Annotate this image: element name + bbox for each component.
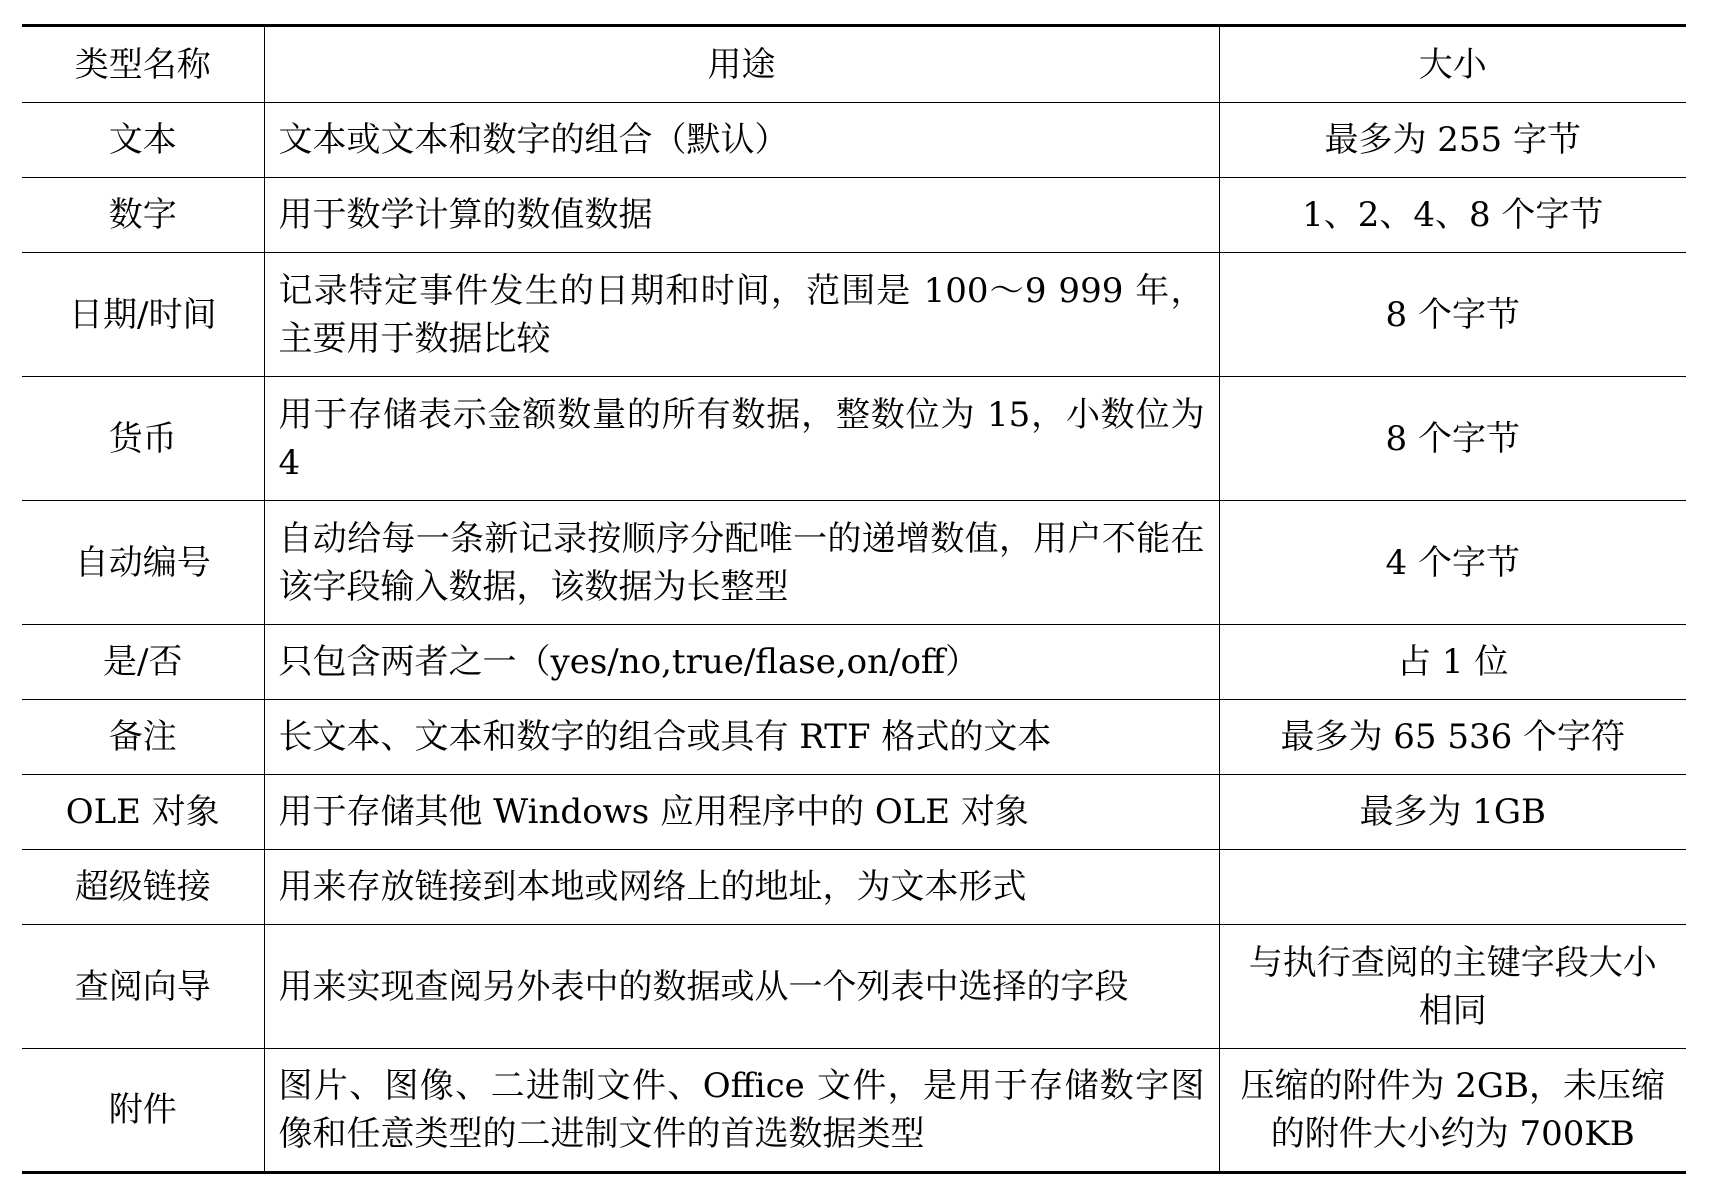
table-row: [22, 925, 1686, 1049]
type-name-cell: 文本: [22, 103, 264, 178]
header-type-name: 类型名称: [22, 26, 264, 103]
usage-cell: 只包含两者之一（yes/no,true/flase,on/off）: [264, 625, 1219, 700]
size-cell: 8 个字节: [1219, 377, 1686, 501]
size-cell: 压缩的附件为 2GB，未压缩的附件大小约为 700KB: [1219, 1049, 1686, 1173]
header-usage: 用途: [264, 26, 1219, 103]
usage-cell: 图片、图像、二进制文件、Office 文件，是用于存储数字图像和任意类型的二进制文件的首选数据类型: [264, 1049, 1219, 1173]
type-name-cell: 查阅向导: [22, 925, 264, 1049]
table-body: [22, 103, 1686, 1173]
size-cell: 最多为 65 536 个字符: [1219, 700, 1686, 775]
data-type-table: [22, 24, 1686, 1174]
table-row: [22, 775, 1686, 850]
usage-cell: 用于存储其他 Windows 应用程序中的 OLE 对象: [264, 775, 1219, 850]
table-row: [22, 1049, 1686, 1173]
table-header: [22, 26, 1686, 103]
size-cell: 占 1 位: [1219, 625, 1686, 700]
usage-cell: 自动给每一条新记录按顺序分配唯一的递增数值，用户不能在该字段输入数据，该数据为长整型: [264, 501, 1219, 625]
size-cell: 4 个字节: [1219, 501, 1686, 625]
usage-cell: 记录特定事件发生的日期和时间，范围是 100～9 999 年，主要用于数据比较: [264, 253, 1219, 377]
type-name-cell: 超级链接: [22, 850, 264, 925]
table-row: [22, 103, 1686, 178]
size-cell: 最多为 1GB: [1219, 775, 1686, 850]
size-cell: 1、2、4、8 个字节: [1219, 178, 1686, 253]
type-name-cell: 是/否: [22, 625, 264, 700]
size-cell: [1219, 850, 1686, 925]
size-cell: 与执行查阅的主键字段大小相同: [1219, 925, 1686, 1049]
usage-cell: 用来实现查阅另外表中的数据或从一个列表中选择的字段: [264, 925, 1219, 1049]
type-name-cell: OLE 对象: [22, 775, 264, 850]
type-name-cell: 日期/时间: [22, 253, 264, 377]
type-name-cell: 备注: [22, 700, 264, 775]
usage-cell: 用来存放链接到本地或网络上的地址，为文本形式: [264, 850, 1219, 925]
usage-cell: 长文本、文本和数字的组合或具有 RTF 格式的文本: [264, 700, 1219, 775]
table-row: [22, 377, 1686, 501]
usage-cell: 文本或文本和数字的组合（默认）: [264, 103, 1219, 178]
table-row: [22, 700, 1686, 775]
table-row: [22, 501, 1686, 625]
size-cell: 最多为 255 字节: [1219, 103, 1686, 178]
usage-cell: 用于存储表示金额数量的所有数据，整数位为 15，小数位为 4: [264, 377, 1219, 501]
type-name-cell: 自动编号: [22, 501, 264, 625]
table-row: [22, 253, 1686, 377]
size-cell: 8 个字节: [1219, 253, 1686, 377]
table-row: [22, 625, 1686, 700]
usage-cell: 用于数学计算的数值数据: [264, 178, 1219, 253]
header-row: [22, 26, 1686, 103]
type-name-cell: 数字: [22, 178, 264, 253]
type-name-cell: 附件: [22, 1049, 264, 1173]
table-row: [22, 178, 1686, 253]
table-row: [22, 850, 1686, 925]
type-name-cell: 货币: [22, 377, 264, 501]
header-size: 大小: [1219, 26, 1686, 103]
